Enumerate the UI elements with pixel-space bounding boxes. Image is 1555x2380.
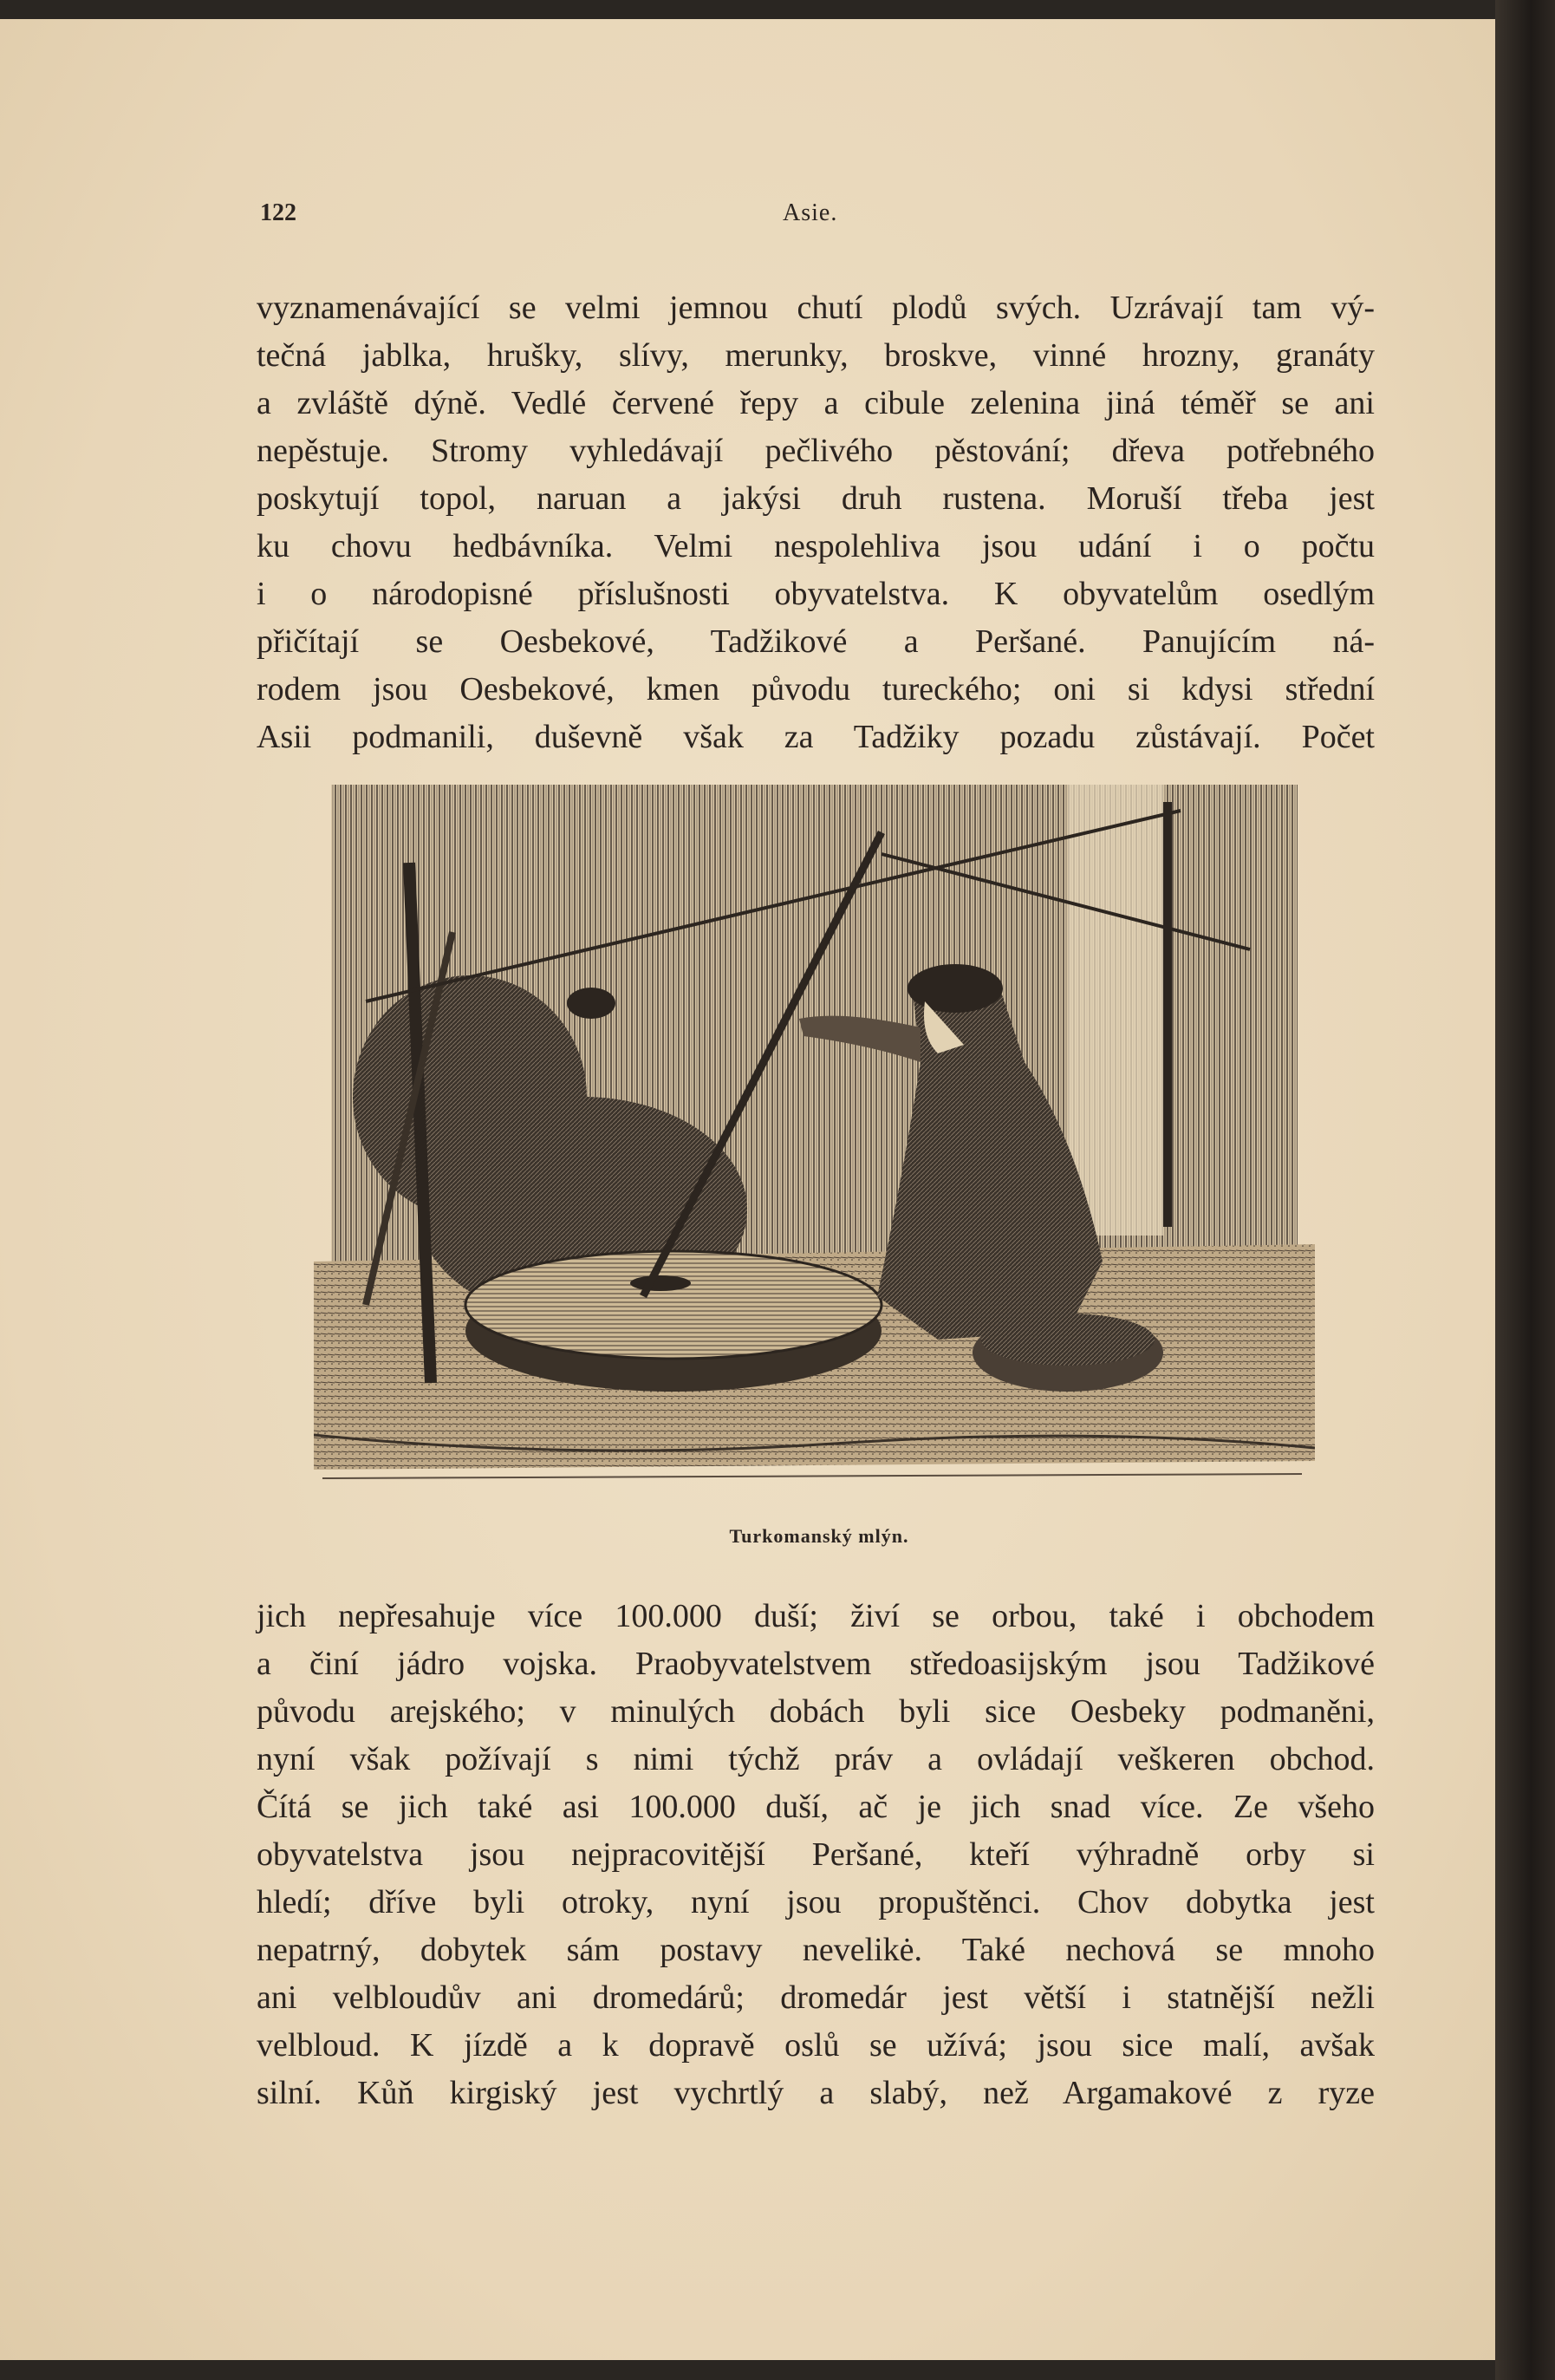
text-line: obyvatelstva jsou nejpracovitější Peršané, kteří výhradně orby si xyxy=(257,1836,1375,1873)
text-line: i o národopisné příslušnosti obyvatelstva. K obyvatelům osedlým xyxy=(257,576,1375,612)
book-page xyxy=(0,19,1495,2360)
text-line: tečná jablka, hrušky, slívy, merunky, broskve, vinné hrozny, granáty xyxy=(257,337,1375,374)
text-line: ku chovu hedbávníka. Velmi nespolehliva jsou udání i o počtu xyxy=(257,528,1375,564)
text-line: silní. Kůň kirgiský jest vychrtlý a slabý, než Argamakové z ryze xyxy=(257,2075,1375,2111)
text-line: ani velbloudův ani dromedárů; dromedár jest větší i statnější nežli xyxy=(257,1979,1375,2016)
paragraph-top xyxy=(257,284,1375,761)
mill-engraving-picture xyxy=(314,776,1315,1500)
text-line: nepěstuje. Stromy vyhledávají pečlivého pěstování; dřeva potřebného xyxy=(257,433,1375,469)
text-line: a zvláště dýně. Vedlé červené řepy a cibule zelenina jiná téměř se ani xyxy=(257,385,1375,421)
text-line: přičítají se Oesbekové, Tadžikové a Peršané. Panujícím ná- xyxy=(257,623,1375,660)
text-line: původu arejského; v minulých dobách byli sice Oesbeky podmaněni, xyxy=(257,1693,1375,1730)
running-head xyxy=(260,199,1387,234)
book-binding-edge xyxy=(1495,0,1555,2380)
text-line: jich nepřesahuje více 100.000 duší; živí se orbou, také i obchodem xyxy=(257,1598,1375,1634)
text-line: vyznamenávající se velmi jemnou chutí plodů svých. Uzrávají tam vý- xyxy=(257,290,1375,326)
engraving-illustration xyxy=(314,776,1315,1500)
text-line: nyní však požívají s nimi týchž práv a ovládají veškeren obchod. xyxy=(257,1741,1375,1777)
doorway-light xyxy=(1068,785,1163,1236)
text-line: nepatrný, dobytek sám postavy nevelikė. Také nechová se mnoho xyxy=(257,1932,1375,1968)
text-line: Asii podmanili, duševně však za Tadžiky pozadu zůstávají. Počet xyxy=(257,719,1375,755)
figure-caption: Turkomanský mlýn. xyxy=(729,1525,909,1547)
text-line: velbloud. K jízdě a k dopravě oslů se užívá; jsou sice malí, avšak xyxy=(257,2027,1375,2064)
text-line: poskytují topol, naruan a jakýsi druh rustena. Moruší třeba jest xyxy=(257,480,1375,517)
page-number: 122 xyxy=(260,199,296,226)
headwear xyxy=(908,964,1003,1013)
text-line: hledí; dříve byli otroky, nyní jsou propuštěnci. Chov dobytka jest xyxy=(257,1884,1375,1920)
text-line: Čítá se jich také asi 100.000 duší, ač je jich snad více. Ze všeho xyxy=(257,1789,1375,1825)
running-title: Asie. xyxy=(783,199,838,226)
paragraph-bottom xyxy=(257,1593,1375,2117)
text-line: rodem jsou Oesbekové, kmen původu tureckého; oni si kdysi střední xyxy=(257,671,1375,707)
text-line: a činí jádro vojska. Praobyvatelstvem středoasijským jsou Tadžikové xyxy=(257,1646,1375,1682)
